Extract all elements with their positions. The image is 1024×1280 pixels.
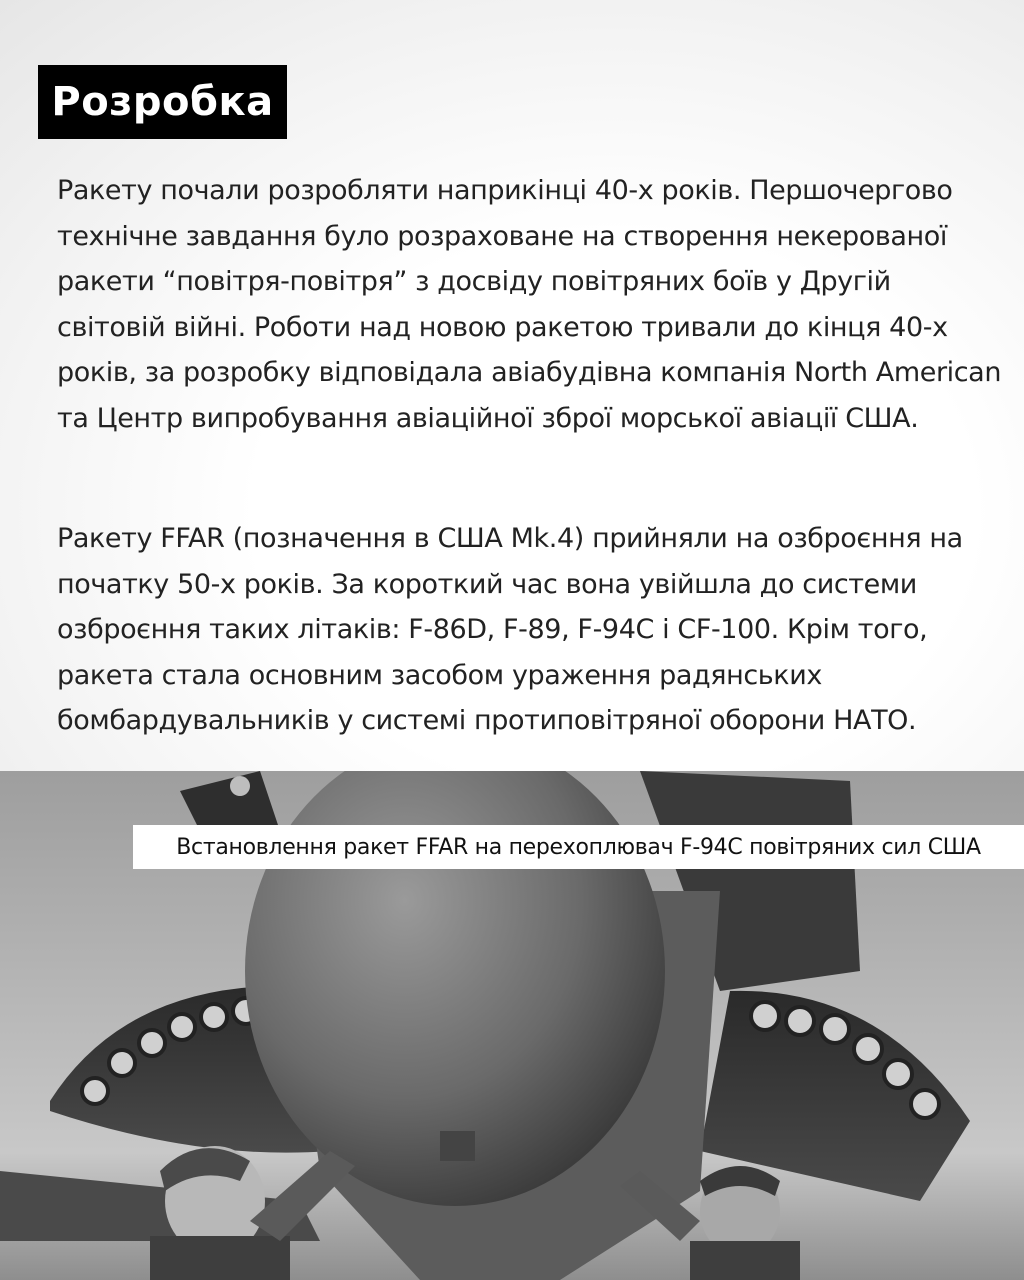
paragraph-adoption: Ракету FFAR (позначення в США Mk.4) прийняли на озброєння на початку 50-х років. За короткий час вона увійшла до системи озброєння таких літаків: F-86D, F-89, F-94C і CF-100. Крім того, ракета стала основним засобом ураження радянських бомбардувальників у системі протиповітряної оборони НАТО. (57, 523, 963, 736)
top-pod (180, 771, 280, 831)
photo-caption-box (133, 825, 1024, 869)
top-pod-tube (230, 776, 250, 796)
photo-caption: Встановлення ракет FFAR на перехоплювач F-94C повітряних сил США (176, 834, 981, 860)
left-mechanic (150, 1146, 355, 1280)
aircraft-photo (0, 771, 1024, 1280)
access-panel (440, 1131, 475, 1161)
paragraph-development: Ракету почали розробляти наприкінці 40-х років. Першочергово технічне завдання було розраховане на створення некерованої ракети “повітря-повітря” з досвіду повітряних боїв у Другій світовій війні. Роботи над новою ракетою тривали до кінця 40-х років, за розробку відповідала авіабудівна компанія North American та Центр випробування авіаційної зброї морської авіації США. (57, 175, 1002, 434)
section-title-box (38, 65, 287, 139)
section-title: Розробка (51, 79, 274, 125)
